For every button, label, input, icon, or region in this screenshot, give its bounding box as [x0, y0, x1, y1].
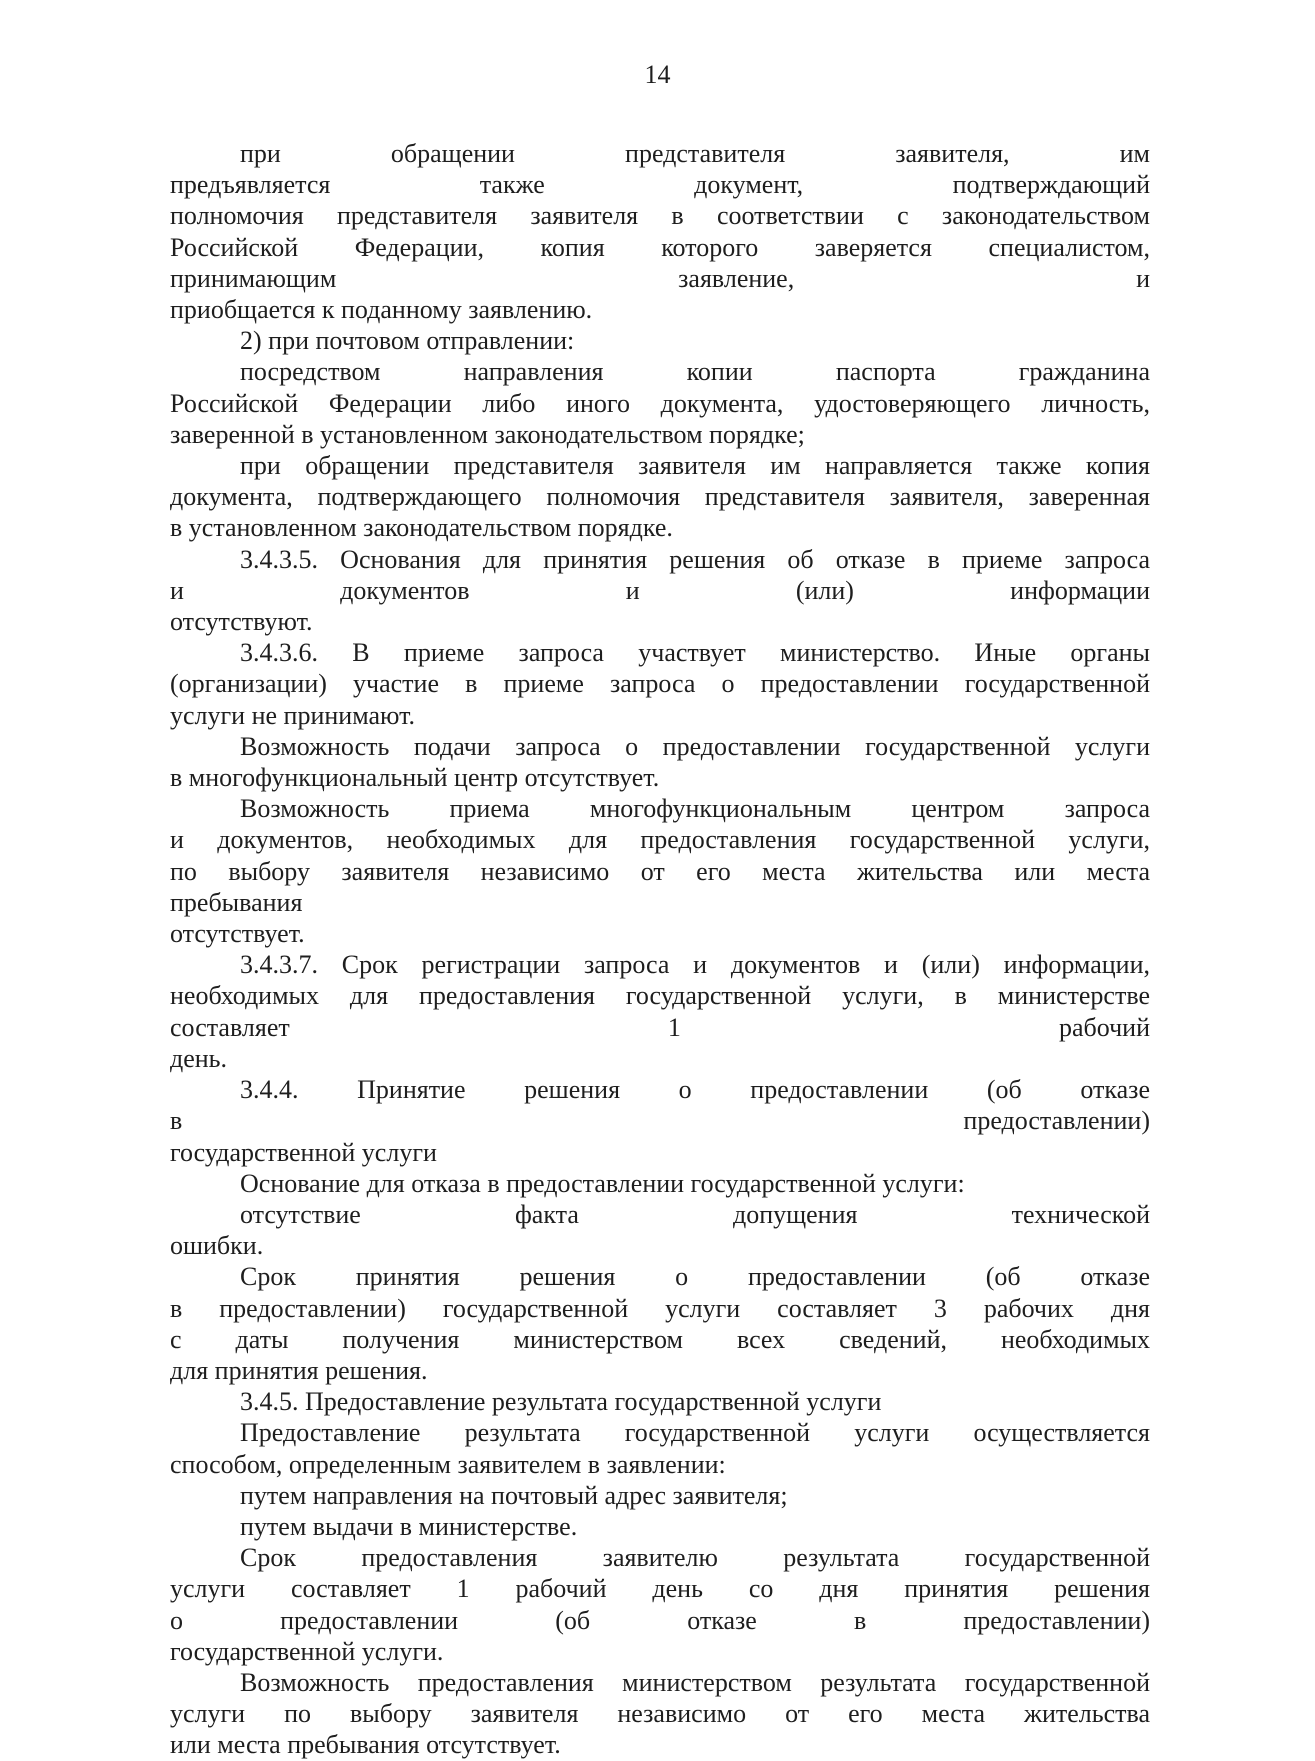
text-line: по выбору заявителя независимо от его места жительства или места — [170, 856, 1150, 886]
text-line: 3.4.3.6. В приеме запроса участвует министерство. Иные органы — [240, 638, 1150, 668]
text-line: заверенной в установленном законодательством порядке; — [170, 419, 805, 449]
text-line: Основание для отказа в предоставлении государственной услуги: — [240, 1168, 965, 1198]
text-line: Срок принятия решения о предоставлении (об отказе — [240, 1262, 1150, 1292]
text-line: приобщается к поданному заявлению. — [170, 295, 593, 325]
text-line: и документов, необходимых для предоставления государственной услуги, — [170, 825, 1150, 855]
text-line: в предоставлении) государственной услуги составляет 3 рабочих дня — [170, 1293, 1150, 1323]
paragraph — [170, 793, 1150, 949]
paragraph — [170, 356, 1150, 450]
text-line: в многофункциональный центр отсутствует. — [170, 763, 660, 793]
paragraph — [170, 1199, 1150, 1261]
paragraph — [170, 450, 1150, 544]
text-line: Возможность подачи запроса о предоставлении государственной услуги — [240, 731, 1150, 761]
paragraph — [170, 1386, 1150, 1417]
page-number: 14 — [644, 60, 671, 89]
text-line: 3.4.4. Принятие решения о предоставлении (об отказе — [240, 1075, 1150, 1105]
paragraph — [170, 637, 1150, 731]
text-line: способом, определенным заявителем в заявлении: — [170, 1449, 726, 1479]
text-line: документа, подтверждающего полномочия представителя заявителя, заверенная — [170, 482, 1150, 512]
text-line: в предоставлении) — [170, 1106, 1150, 1136]
text-line: посредством направления копии паспорта гражданина — [240, 357, 1150, 387]
text-line: путем направления на почтовый адрес заявителя; — [240, 1480, 788, 1510]
text-line: (организации) участие в приеме запроса о предоставлении государственной — [170, 669, 1150, 699]
text-line: пребывания — [170, 887, 303, 917]
paragraph — [170, 1542, 1150, 1667]
paragraph — [170, 1511, 1150, 1542]
text-line: 3.4.3.7. Срок регистрации запроса и документов и (или) информации, — [240, 950, 1150, 980]
text-line: государственной услуги — [170, 1137, 437, 1167]
paragraph — [170, 1168, 1150, 1199]
text-line: или места пребывания отсутствует. — [170, 1730, 561, 1760]
text-line: 3.4.5. Предоставление результата государственной услуги — [240, 1387, 882, 1417]
text-line: составляет 1 рабочий — [170, 1012, 1150, 1042]
paragraph — [170, 1074, 1150, 1168]
paragraph — [170, 138, 1150, 325]
text-line: ошибки. — [170, 1231, 264, 1261]
text-line: Предоставление результата государственной услуги осуществляется — [240, 1418, 1150, 1448]
text-line: при обращении представителя заявителя, им — [240, 139, 1150, 168]
text-line: о предоставлении (об отказе в предоставлении) — [170, 1605, 1150, 1635]
paragraph — [170, 544, 1150, 638]
document-body — [170, 138, 1150, 1761]
paragraph — [170, 325, 1150, 356]
text-line: 3.4.3.5. Основания для принятия решения об отказе в приеме запроса — [240, 544, 1150, 574]
paragraph — [170, 1261, 1150, 1386]
paragraph — [170, 949, 1150, 1074]
text-line: для принятия решения. — [170, 1355, 428, 1385]
text-line: с даты получения министерством всех сведений, необходимых — [170, 1324, 1150, 1354]
paragraph — [170, 1667, 1150, 1761]
text-line: 2) при почтовом отправлении: — [240, 326, 575, 356]
text-line: государственной услуги. — [170, 1636, 444, 1666]
text-line: необходимых для предоставления государственной услуги, в министерстве — [170, 981, 1150, 1011]
paragraph — [170, 1417, 1150, 1479]
text-line: отсутствуют. — [170, 607, 313, 637]
text-line: Срок предоставления заявителю результата государственной — [240, 1543, 1150, 1573]
text-line: Российской Федерации, копия которого заверяется специалистом, — [170, 232, 1150, 262]
text-line: услуги составляет 1 рабочий день со дня принятия решения — [170, 1574, 1150, 1604]
text-line: отсутствие факта допущения технической — [240, 1199, 1150, 1229]
text-line: при обращении представителя заявителя им направляется также копия — [240, 451, 1150, 481]
text-line: полномочия представителя заявителя в соответствии с законодательством — [170, 201, 1150, 231]
paragraph — [170, 1480, 1150, 1511]
text-line: услуги по выбору заявителя независимо от его места жительства — [170, 1699, 1150, 1729]
text-line: Возможность приема многофункциональным центром запроса — [240, 794, 1150, 824]
text-line: услуги не принимают. — [170, 700, 416, 730]
text-line: день. — [170, 1043, 228, 1073]
text-line: и документов и (или) информации — [170, 575, 1150, 605]
text-line: в установленном законодательством порядке. — [170, 513, 673, 543]
text-line: предъявляется также документ, подтверждающий — [170, 170, 1150, 200]
text-line: отсутствует. — [170, 919, 305, 949]
text-line: принимающим заявление, и — [170, 263, 1150, 293]
text-line: Возможность предоставления министерством результата государственной — [240, 1667, 1150, 1697]
text-line: Российской Федерации либо иного документа, удостоверяющего личность, — [170, 388, 1150, 418]
paragraph — [170, 731, 1150, 793]
text-line: путем выдачи в министерстве. — [240, 1511, 578, 1541]
